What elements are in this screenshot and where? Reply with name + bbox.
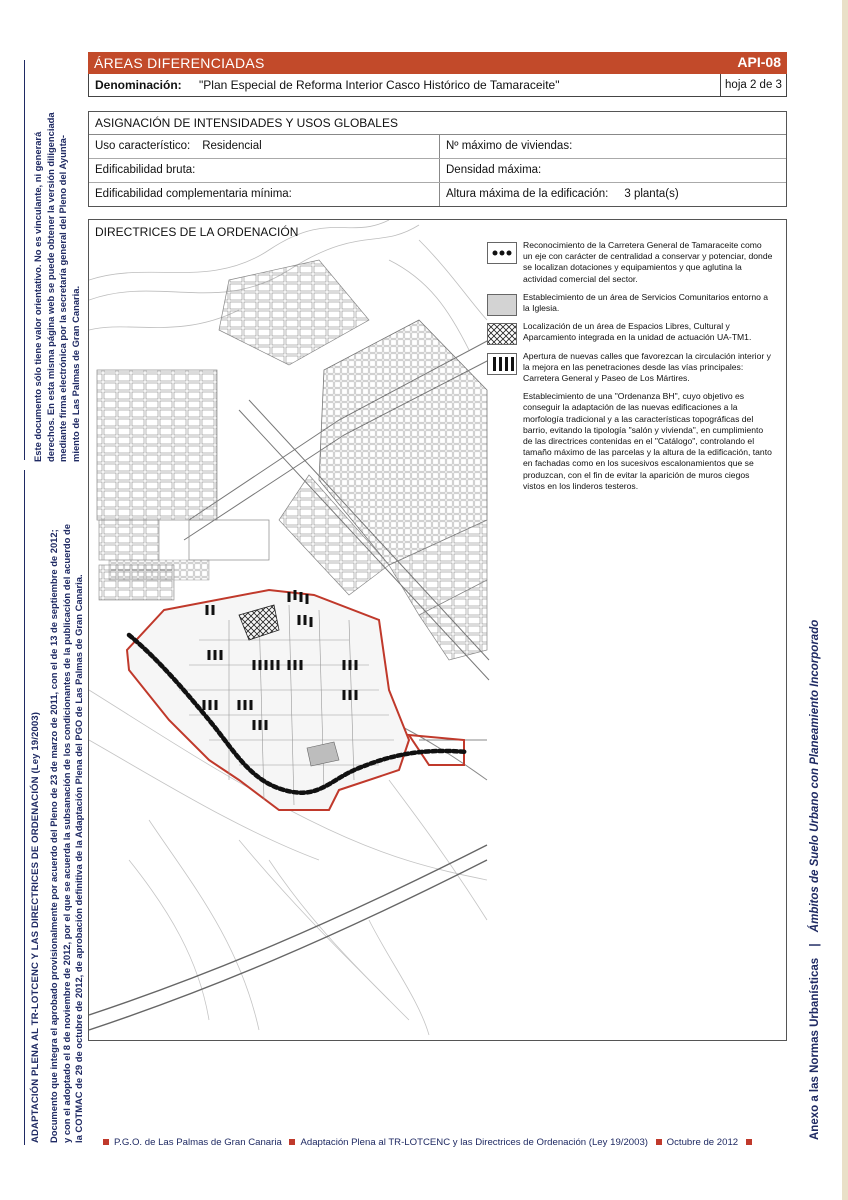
sidebar-title: ADAPTACIÓN PLENA AL TR-LOTCENC Y LAS DIRECTRICES DE ORDENACIÓN (Ley 19/2003): [30, 711, 41, 1143]
sidebar-line-2: y con el adoptado el 8 de noviembre de 2012, por el que se acuerda la subsanación de los condicionantes de la publicación del acuerdo de: [60, 524, 72, 1143]
altura-label: Altura máxima de la edificación:: [446, 188, 609, 200]
intensidades-title: ASIGNACIÓN DE INTENSIDADES Y USOS GLOBALES: [89, 112, 786, 135]
intensidades-row-1: [89, 135, 786, 159]
header-code: API-08: [737, 54, 781, 70]
hoja-label: hoja 2 de 3: [720, 74, 786, 96]
sidebar-rule-top: [24, 60, 25, 460]
legend-note: [487, 391, 773, 492]
viviendas-label: Nº máximo de viviendas:: [446, 140, 573, 152]
altura-cell: [440, 183, 679, 206]
denominacion-value: "Plan Especial de Reforma Interior Casco Histórico de Tamaraceite": [199, 78, 560, 92]
footer-square-icon: [289, 1139, 295, 1145]
directrices-box: [88, 219, 787, 1041]
intensidades-row-2: [89, 159, 786, 183]
altura-value: 3 planta(s): [624, 188, 679, 200]
footer-square-icon: [656, 1139, 662, 1145]
sidebar-line-1: Documento que integra el aprobado provisionalmente por acuerdo del Pleno de 23 de marzo de 2011, con el de 13 de septiembre de 2012;: [48, 529, 59, 1143]
legend-text-axis: Reconocimiento de la Carretera General de Tamaraceite como un eje con carácter de centralidad a conservar y potenciar, donde se localizan dotaciones y equipamientos y que aglutina la actividad comercial del sector.: [523, 240, 773, 284]
denominacion: [95, 78, 559, 92]
header-title: ÁREAS DIFERENCIADAS: [94, 55, 265, 71]
denominacion-row: [88, 74, 787, 97]
footer-square-icon: [746, 1139, 752, 1145]
sidebar-notice-2: derechos. En esta misma página web se puede obtener la versión diligenciada: [44, 112, 56, 462]
legend-text-bars: Apertura de nuevas calles que favorezcan la circulación interior y la mejora en las penetraciones desde las vías principales: Carretera General y Paseo de Los Mártires.: [523, 350, 771, 384]
dotted-line-icon: [487, 242, 517, 264]
page-edge: [842, 0, 848, 1200]
sidebar-title-block: [30, 712, 43, 1143]
intensidades-box: [88, 111, 787, 207]
edif-bruta-label: Edificabilidad bruta:: [95, 164, 196, 176]
footer-square-icon: [103, 1139, 109, 1145]
legend-item-grey: [487, 292, 773, 314]
legend-text-grey: Establecimiento de un área de Servicios Comunitarios entorno a la Iglesia.: [523, 291, 769, 314]
uso-cell: [89, 135, 440, 158]
bars-icon: [487, 353, 517, 375]
viviendas-cell: [440, 135, 572, 158]
denominacion-label: Denominación:: [95, 78, 182, 92]
header-bar: [88, 52, 787, 74]
legend-item-axis: [487, 240, 773, 285]
sheet: [88, 52, 787, 1041]
annex-part-2: Ámbitos de Suelo Urbano con Planeamiento Incorporado: [809, 619, 821, 933]
densidad-label: Densidad máxima:: [446, 164, 542, 176]
edif-comp-cell: [89, 183, 440, 206]
grey-area-icon: [487, 294, 517, 316]
sidebar-notice-3: mediante firma electrónica por la secretaría general del Pleno del Ayunta-: [57, 134, 69, 462]
map-legend: [487, 240, 773, 499]
uso-value: Residencial: [202, 140, 262, 152]
annex-title: [809, 620, 821, 1140]
map-blocks-west: [97, 370, 269, 600]
footer-a: P.G.O. de Las Palmas de Gran Canaria: [114, 1137, 282, 1148]
sidebar-notice-4: miento de Las Palmas de Gran Canaria.: [69, 285, 81, 462]
legend-item-bars: [487, 351, 773, 385]
sidebar-rule-bottom: [24, 470, 25, 1145]
densidad-cell: [440, 159, 541, 182]
sidebar-approval-block: [48, 524, 86, 1143]
legend-text-crosshatch: Localización de un área de Espacios Libres, Cultural y Aparcamiento integrada en la unidad de actuación UA-TM1.: [523, 321, 752, 343]
map-study-area: [127, 590, 464, 810]
footer: [98, 1137, 757, 1148]
annex-separator: |: [809, 943, 821, 947]
map-highway: [89, 845, 487, 1030]
sidebar-notice-1: Este documento sólo tiene valor orientativo. No es vinculante, ni generará: [32, 131, 43, 462]
legend-note-text: Establecimiento de una "Ordenanza BH", cuyo objetivo es conseguir la adaptación de las nuevas edificaciones a la morfología tradicional y a las características topográficas del barrio, evitando la tipología "salón y vivienda", en cumplimiento de las directrices contenidas en el "Catálogo", controlando el tamaño máximo de las parcelas y la altura de la edificación, tanto en fachadas como en los sucesivos escalonamientos que se produzcan, con el fin de evitar la aparición de muros ciegos vistos en los linderos testeros.: [523, 391, 772, 491]
footer-b: Adaptación Plena al TR-LOTCENC y las Directrices de Ordenación (Ley 19/2003): [300, 1137, 648, 1148]
footer-c: Octubre de 2012: [666, 1137, 739, 1148]
annex-part-1: Anexo a las Normas Urbanísticas: [809, 957, 821, 1140]
edif-bruta-cell: [89, 159, 440, 182]
sidebar-notice-block: [32, 112, 82, 462]
edif-comp-label: Edificabilidad complementaria mínima:: [95, 188, 292, 200]
uso-label: Uso característico:: [95, 140, 191, 152]
legend-item-crosshatch: [487, 321, 773, 343]
crosshatch-icon: [487, 323, 517, 345]
sidebar-line-3: la COTMAC de 29 de octubre de 2012, de aprobación definitiva de la Adaptación Plena del PGO de Las Palmas de Gran Canaria.: [73, 574, 85, 1143]
directrices-title: DIRECTRICES DE LA ORDENACIÓN: [95, 225, 299, 239]
intensidades-row-3: [89, 183, 786, 206]
